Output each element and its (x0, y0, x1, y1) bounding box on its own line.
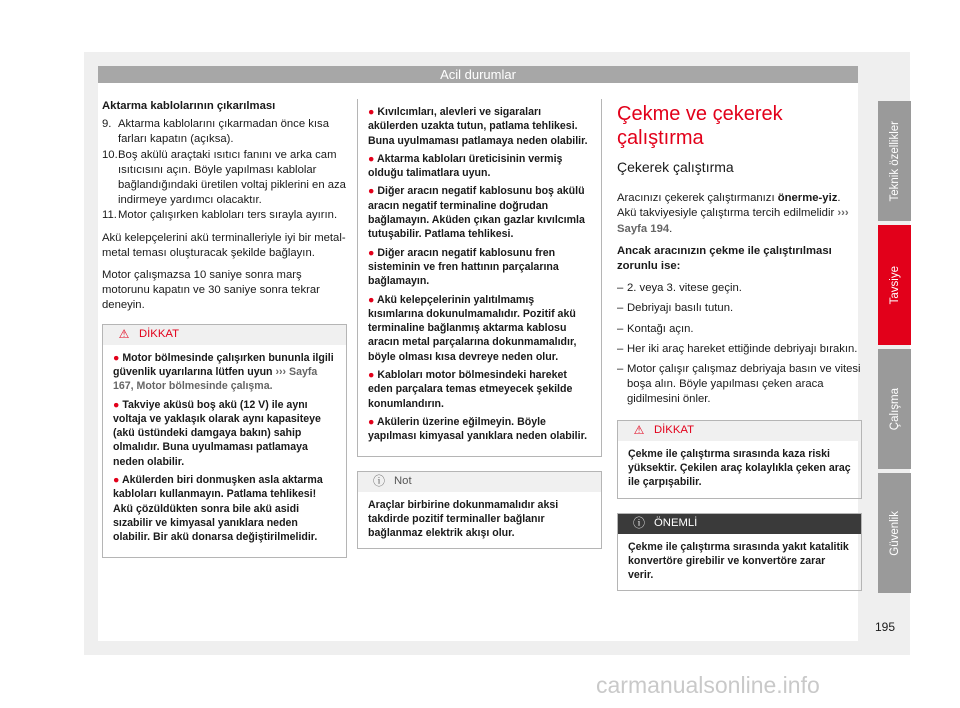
important-header: ⓘ ÖNEMLİ (618, 514, 861, 534)
bullet-icon: ● (113, 398, 123, 411)
intro-paragraph: Aracınızı çekerek çalıştırmanızı önerme-yiz. Akü takviyesiyle çalıştırma tercih edilmelidir ››› Sayfa 194. (617, 192, 849, 235)
warning-header: ⚠ DİKKAT (103, 325, 346, 345)
bullet-icon: ● (368, 246, 378, 259)
warning-box (617, 420, 862, 499)
warning-item: ● Akülerden biri donmuşken asla aktarma kabloları kullanmayın. Patlama tehlikesi! Akü çözüldükten sonra bile akü asidi sızabilir ve kimyasal yanıklara neden olabilir. Bir akü donarsa değiştirilmelidir. (113, 474, 323, 544)
warning-item: ● Akü kelepçelerinin yalıtılmamış kısımlarına dokunulmamalıdır. Pozitif akü terminaline bağlanmış aktarma kablosu aracın metal parçalarına dokunmamalıdır, böyle olması kısa devreye neden olur. (368, 293, 577, 363)
warning-item: ● Takviye aküsü boş akü (12 V) ile aynı voltaja ve yaklaşık olarak aynı kapasiteye (akü üstündeki damgaya bakın) sahip olmalıdır. Buna uyulmaması patlamaya neden olabilir. (113, 398, 321, 468)
warning-item: ● Kabloları motor bölmesindeki hareket eden parçalara temas etmeyecek şekilde konumlandırın. (368, 369, 573, 410)
step-item: 9. Aktarma kablolarını çıkarmadan önce kısa farları kapatın (açıksa). (102, 118, 329, 146)
warning-body: Çekme ile çalıştırma sırasında kaza riski yüksektir. Çekilen araç kolaylıkla çeken araç ile çarpışabilir. (628, 447, 851, 489)
column-2 (357, 99, 602, 549)
list-item: – 2. veya 3. vitese geçin. (617, 282, 742, 295)
list-item: – Kontağı açın. (617, 322, 694, 335)
bullet-icon: ● (368, 293, 377, 306)
warning-body (358, 99, 601, 456)
condition-text: Ancak aracınızın çekme ile çalıştırılması zorunlu ise: (617, 244, 832, 273)
warning-item: ● Diğer aracın negatif kablosunu fren sisteminin ve fren hattının parçalarına bağlamayın. (368, 246, 559, 288)
list-item: – Debriyajı basılı tutun. (617, 302, 734, 315)
important-box (617, 513, 862, 592)
note-header: ⓘ Not (358, 472, 601, 492)
warning-item: ● Akülerin üzerine eğilmeyin. Böyle yapılması kimyasal yanıklara neden olabilir. (368, 415, 588, 443)
chapter-tabs (878, 101, 911, 597)
subsection-title: Çekerek çalıştırma (617, 159, 734, 175)
section-title: Çekme ve çekerek çalıştırma (617, 103, 783, 149)
tab-teknik-ozellikler[interactable]: Teknik özellikler (878, 101, 911, 221)
bullet-icon: ● (368, 415, 377, 428)
warning-header: ⚠ DİKKAT (618, 421, 861, 441)
warning-item: ● Diğer aracın negatif kablosunu boş akülü aracın negatif terminaline doğrudan bağlamayın. Aküden çıkan gazlar kıvılcımla tutuşabilir. Patlama tehlikesi. (368, 185, 585, 241)
warning-box (102, 324, 347, 558)
tab-tavsiye[interactable]: Tavsiye (878, 225, 911, 345)
step-item: 11. Motor çalışırken kabloları ters sırayla ayırın. (102, 209, 338, 222)
subsection-title: Aktarma kablolarının çıkarılması (102, 100, 276, 112)
warning-item: ● Aktarma kabloları üreticisinin vermiş olduğu talimatlara uyun. (368, 152, 563, 180)
bullet-icon: ● (368, 106, 378, 118)
step-item: 10. Boş akülü araçtaki ısıtıcı fanını ve arka cam ısıtıcısını açın. Böyle yapılması kablolar bağlandığındaki üretilen voltaj piklerini en aza indirmeye yardımcı olacaktır. (102, 148, 346, 207)
note-body: Araçlar birbirine dokunmamalıdır aksi takdirde pozitif terminaller bağlanır bağlanmaz elektrik akışı olur. (368, 498, 559, 540)
column-1 (102, 99, 347, 558)
warning-item: ● Motor bölmesinde çalışırken bununla ilgili güvenlik uyarılarına lütfen uyun ››› Sayfa 167, Motor bölmesinde çalışma. (113, 351, 334, 393)
note-box (357, 471, 602, 550)
info-icon: ⓘ (632, 515, 645, 530)
bullet-icon: ● (113, 474, 122, 487)
section-header: Acil durumlar (98, 66, 858, 83)
warning-item: ● Kıvılcımları, alevleri ve sigaraları akülerden uzakta tutun, patlama tehlikesi. Buna uyulmaması patlamaya neden olabilir. (368, 106, 588, 147)
page-number: 195 (875, 620, 896, 634)
bullet-icon: ● (368, 152, 377, 165)
paragraph: Akü kelepçelerini akü terminalleriyle iyi bir metal-metal teması oluşturacak şekilde bağlayın. (102, 231, 346, 259)
page-reference-link[interactable]: ››› Sayfa 167, Motor bölmesinde çalışma. (113, 365, 318, 393)
list-item: – Her iki araç hareket ettiğinde debriyajı bırakın. (617, 342, 858, 355)
warning-body (103, 345, 346, 557)
bullet-icon: ● (368, 185, 378, 198)
page-reference-link[interactable]: ››› Sayfa 194 (617, 207, 849, 235)
warning-triangle-icon: ⚠ (118, 327, 130, 342)
warning-triangle-icon: ⚠ (633, 423, 645, 438)
tab-guvenlik[interactable]: Güvenlik (878, 473, 911, 593)
warning-box-continued (357, 99, 602, 457)
watermark: carmanualsonline.info (596, 672, 820, 698)
info-icon: ⓘ (372, 473, 385, 488)
list-item: – Motor çalışır çalışmaz debriyaja basın ve vitesi boşa alın. Böyle yapılması çeken araca gidilmesini önler. (617, 363, 861, 406)
bullet-icon: ● (368, 369, 378, 382)
tab-calisma[interactable]: Çalışma (878, 349, 911, 469)
column-3 (617, 99, 862, 591)
important-body: Çekme ile çalıştırma sırasında yakıt katalitik konvertöre girebilir ve konvertöre zarar verir. (628, 540, 849, 582)
bullet-icon: ● (113, 351, 123, 364)
paragraph: Motor çalışmazsa 10 saniye sonra marş motorunu kapatın ve 30 saniye sonra tekrar deneyin. (102, 269, 320, 312)
